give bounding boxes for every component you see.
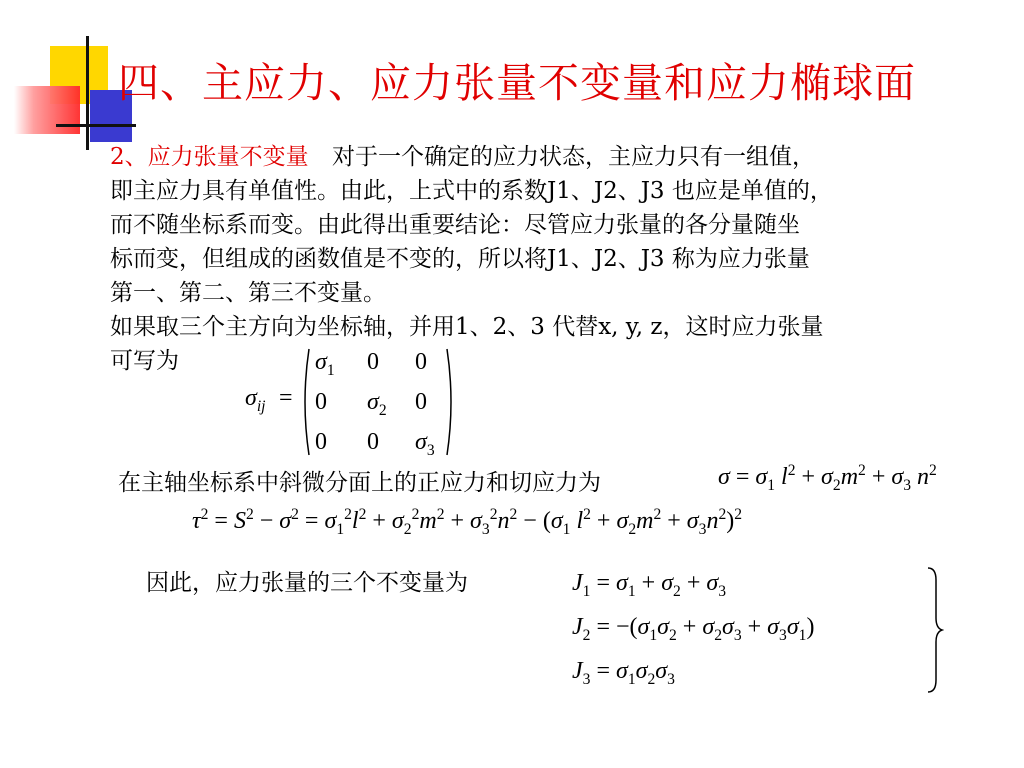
invariant-j1: $J_1 = \sigma_1 + \sigma_2 + \sigma_3$ [572, 570, 727, 600]
matrix-cell: 0 [415, 389, 427, 415]
paragraph-line-3: 而不随坐标系而变。由此得出重要结论：尽管应力张量的各分量随坐 [110, 212, 800, 238]
invariant-paragraph [110, 140, 833, 378]
invariants-text: 因此，应力张量的三个不变量为 [146, 570, 468, 596]
matrix-cell: 0 [315, 429, 327, 455]
matrix-cell: 0 [367, 349, 379, 375]
decor-vertical-line [86, 36, 89, 150]
invariant-j3: $J_3 = \sigma_1\sigma_2\sigma_3$ [572, 658, 675, 688]
matrix-right-bracket [445, 347, 457, 457]
matrix-equals: = [279, 385, 293, 411]
matrix-cell: 0 [415, 349, 427, 375]
matrix-lhs: $\sigma_{ij}$ [245, 385, 266, 415]
matrix-cell: 0 [315, 389, 327, 415]
decor-horizontal-line [56, 124, 136, 127]
paragraph-line-2: 即主应力具有单值性。由此，上式中的系数J1、J2、J3 也应是单值的， [110, 178, 833, 204]
matrix-left-bracket [299, 347, 311, 457]
paragraph-line-6: 如果取三个主方向为坐标轴，并用1、2、3 代替x, y, z，这时应力张量 [110, 314, 824, 340]
normal-stress-line [118, 466, 601, 500]
shear-stress-formula: $\tau^2 = S^2 - \sigma^2 = \sigma_1^2l^2 + \sigma_2^2m^2 + \sigma_3^2n^2 - (\sigma_1$ $l^2 + \sigma_2m^2 + \sigma_3n^2)^2$ [192, 506, 743, 538]
section-heading: 2、应力张量不变量 [110, 144, 309, 170]
matrix-cell: 0 [367, 429, 379, 455]
paragraph-line-7: 可写为 [110, 348, 179, 374]
slide-title: 四、主应力、应力张量不变量和应力椭球面 [118, 59, 916, 107]
invariant-j2: $J_2 = -(\sigma_1\sigma_2 + \sigma_2\sigma_3 + \sigma_3\sigma_1)$ [572, 614, 815, 644]
matrix-cell: $\sigma_2$ [367, 389, 387, 419]
normal-stress-formula: $\sigma = \sigma_1$ $l^2 + \sigma_2m^2 + \sigma_3$ $n^2$ [718, 462, 937, 494]
normal-stress-text: 在主轴坐标系中斜微分面上的正应力和切应力为 [118, 470, 601, 496]
paragraph-line-1: 2、应力张量不变量 对于一个确定的应力状态，主应力只有一组值， [110, 144, 815, 170]
invariants-right-brace [924, 566, 944, 694]
matrix-cell: $\sigma_1$ [315, 349, 335, 379]
paragraph-line-4: 标而变，但组成的函数值是不变的，所以将J1、J2、J3 称为应力张量 [110, 246, 810, 272]
stress-tensor-matrix [245, 345, 465, 460]
paragraph-line-5: 第一、第二、第三不变量。 [110, 280, 386, 306]
matrix-cell: $\sigma_3$ [415, 429, 435, 459]
